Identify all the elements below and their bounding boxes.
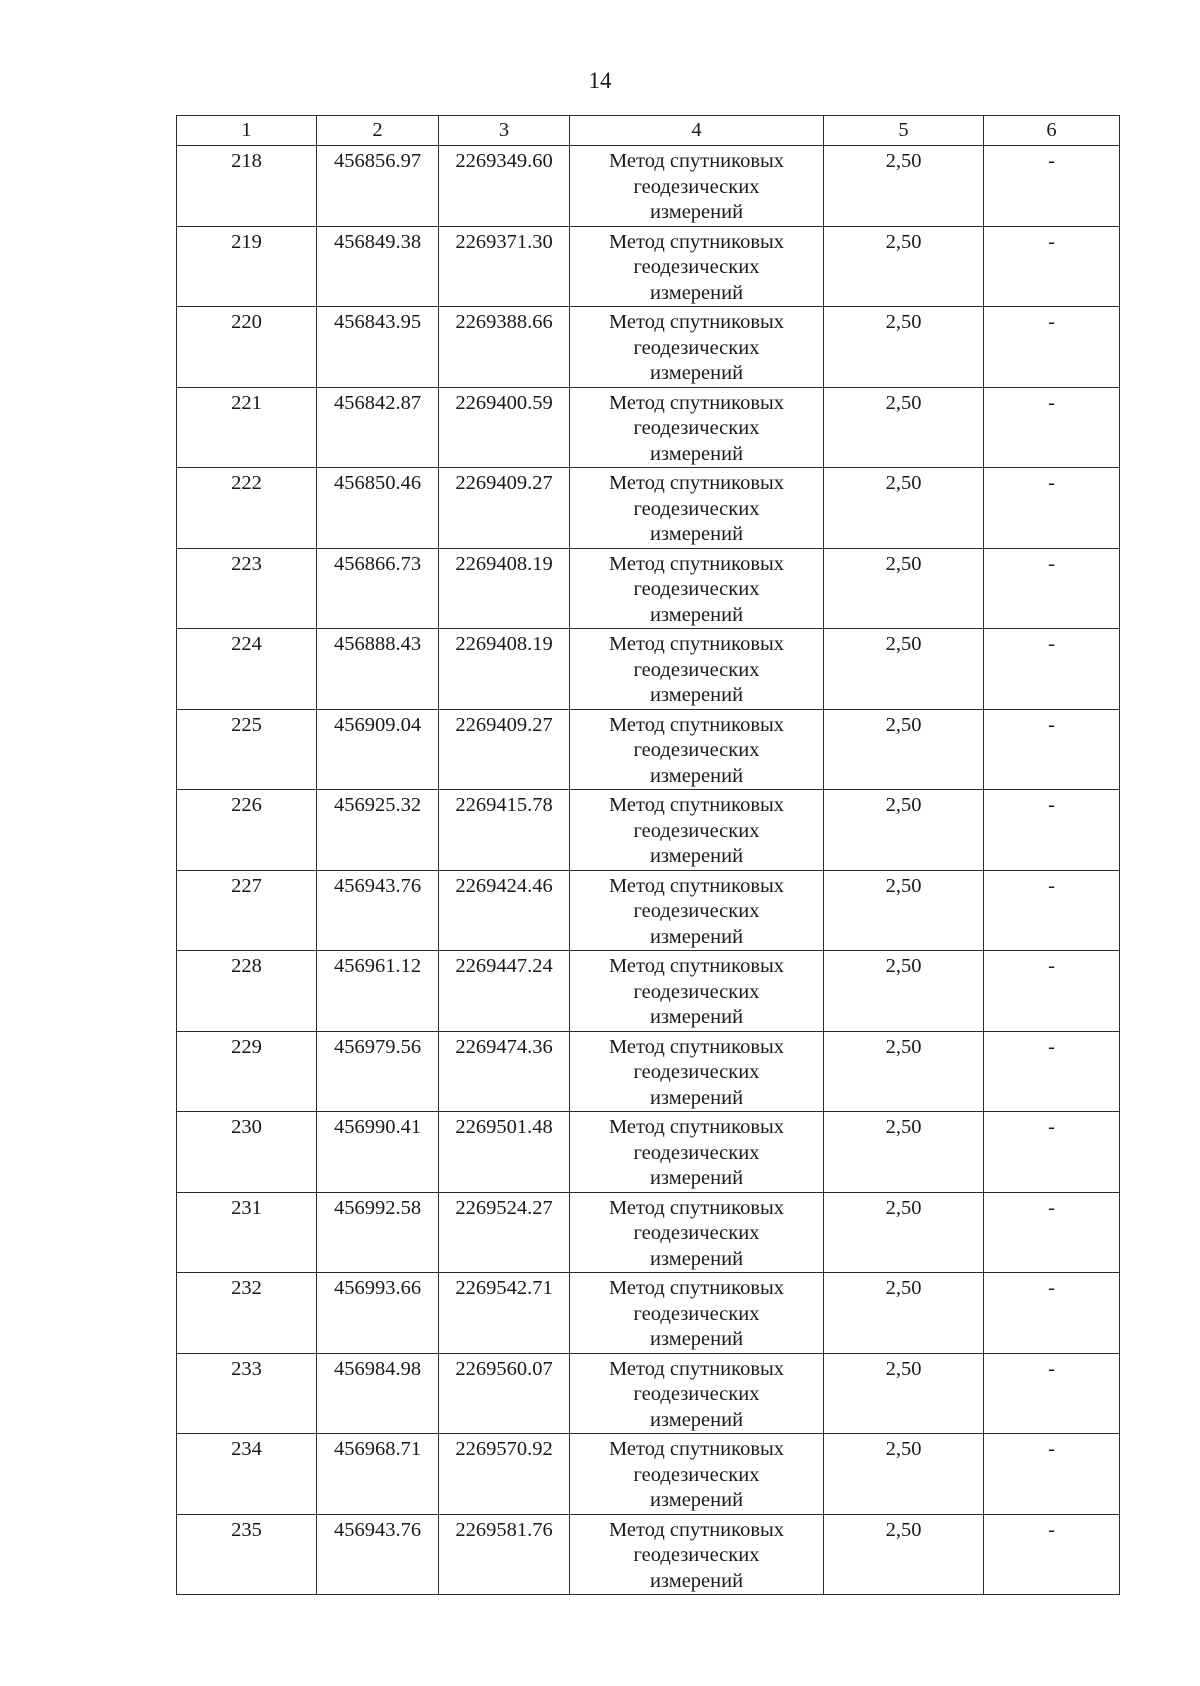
x-coordinate-cell: 456909.04 xyxy=(317,709,439,790)
method-cell: Метод спутниковых геодезических измерений xyxy=(570,226,824,307)
y-coordinate-cell: 2269409.27 xyxy=(439,709,570,790)
y-coordinate-cell: 2269408.19 xyxy=(439,548,570,629)
note-cell: - xyxy=(984,709,1120,790)
accuracy-cell: 2,50 xyxy=(824,709,984,790)
table-row xyxy=(177,146,1120,227)
method-cell: Метод спутниковых геодезических измерений xyxy=(570,468,824,549)
y-coordinate-cell: 2269581.76 xyxy=(439,1514,570,1595)
column-header: 5 xyxy=(824,116,984,146)
method-cell: Метод спутниковых геодезических измерений xyxy=(570,709,824,790)
x-coordinate-cell: 456842.87 xyxy=(317,387,439,468)
column-header: 6 xyxy=(984,116,1120,146)
accuracy-cell: 2,50 xyxy=(824,1273,984,1354)
x-coordinate-cell: 456856.97 xyxy=(317,146,439,227)
accuracy-cell: 2,50 xyxy=(824,1434,984,1515)
accuracy-cell: 2,50 xyxy=(824,1514,984,1595)
note-cell: - xyxy=(984,1192,1120,1273)
table-row xyxy=(177,387,1120,468)
method-cell: Метод спутниковых геодезических измерений xyxy=(570,1273,824,1354)
y-coordinate-cell: 2269474.36 xyxy=(439,1031,570,1112)
x-coordinate-cell: 456979.56 xyxy=(317,1031,439,1112)
accuracy-cell: 2,50 xyxy=(824,629,984,710)
y-coordinate-cell: 2269542.71 xyxy=(439,1273,570,1354)
y-coordinate-cell: 2269415.78 xyxy=(439,790,570,871)
method-cell: Метод спутниковых геодезических измерений xyxy=(570,629,824,710)
note-cell: - xyxy=(984,1031,1120,1112)
x-coordinate-cell: 456990.41 xyxy=(317,1112,439,1193)
point-number-cell: 232 xyxy=(177,1273,317,1354)
table-row xyxy=(177,1112,1120,1193)
accuracy-cell: 2,50 xyxy=(824,468,984,549)
y-coordinate-cell: 2269349.60 xyxy=(439,146,570,227)
method-cell: Метод спутниковых геодезических измерений xyxy=(570,548,824,629)
note-cell: - xyxy=(984,790,1120,871)
point-number-cell: 235 xyxy=(177,1514,317,1595)
table-row xyxy=(177,307,1120,388)
x-coordinate-cell: 456943.76 xyxy=(317,870,439,951)
table-row xyxy=(177,1031,1120,1112)
accuracy-cell: 2,50 xyxy=(824,307,984,388)
accuracy-cell: 2,50 xyxy=(824,1031,984,1112)
y-coordinate-cell: 2269408.19 xyxy=(439,629,570,710)
page-number: 14 xyxy=(588,68,612,93)
method-cell: Метод спутниковых геодезических измерений xyxy=(570,1112,824,1193)
y-coordinate-cell: 2269570.92 xyxy=(439,1434,570,1515)
note-cell: - xyxy=(984,1112,1120,1193)
point-number-cell: 219 xyxy=(177,226,317,307)
note-cell: - xyxy=(984,226,1120,307)
x-coordinate-cell: 456992.58 xyxy=(317,1192,439,1273)
y-coordinate-cell: 2269424.46 xyxy=(439,870,570,951)
x-coordinate-cell: 456968.71 xyxy=(317,1434,439,1515)
x-coordinate-cell: 456866.73 xyxy=(317,548,439,629)
note-cell: - xyxy=(984,1434,1120,1515)
table-row xyxy=(177,1514,1120,1595)
point-number-cell: 218 xyxy=(177,146,317,227)
point-number-cell: 221 xyxy=(177,387,317,468)
table-row xyxy=(177,951,1120,1032)
x-coordinate-cell: 456984.98 xyxy=(317,1353,439,1434)
x-coordinate-cell: 456961.12 xyxy=(317,951,439,1032)
table-row xyxy=(177,226,1120,307)
x-coordinate-cell: 456849.38 xyxy=(317,226,439,307)
point-number-cell: 225 xyxy=(177,709,317,790)
note-cell: - xyxy=(984,1273,1120,1354)
point-number-cell: 230 xyxy=(177,1112,317,1193)
x-coordinate-cell: 456888.43 xyxy=(317,629,439,710)
note-cell: - xyxy=(984,1353,1120,1434)
method-cell: Метод спутниковых геодезических измерений xyxy=(570,387,824,468)
point-number-cell: 229 xyxy=(177,1031,317,1112)
method-cell: Метод спутниковых геодезических измерений xyxy=(570,1514,824,1595)
accuracy-cell: 2,50 xyxy=(824,548,984,629)
method-cell: Метод спутниковых геодезических измерений xyxy=(570,870,824,951)
y-coordinate-cell: 2269388.66 xyxy=(439,307,570,388)
note-cell: - xyxy=(984,629,1120,710)
x-coordinate-cell: 456843.95 xyxy=(317,307,439,388)
table-row xyxy=(177,1353,1120,1434)
accuracy-cell: 2,50 xyxy=(824,1112,984,1193)
accuracy-cell: 2,50 xyxy=(824,790,984,871)
note-cell: - xyxy=(984,387,1120,468)
point-number-cell: 222 xyxy=(177,468,317,549)
method-cell: Метод спутниковых геодезических измерений xyxy=(570,790,824,871)
table-row xyxy=(177,790,1120,871)
table-header-row xyxy=(177,116,1120,146)
method-cell: Метод спутниковых геодезических измерений xyxy=(570,307,824,388)
accuracy-cell: 2,50 xyxy=(824,870,984,951)
y-coordinate-cell: 2269560.07 xyxy=(439,1353,570,1434)
x-coordinate-cell: 456850.46 xyxy=(317,468,439,549)
accuracy-cell: 2,50 xyxy=(824,1192,984,1273)
note-cell: - xyxy=(984,468,1120,549)
x-coordinate-cell: 456943.76 xyxy=(317,1514,439,1595)
table-row xyxy=(177,1434,1120,1515)
point-number-cell: 231 xyxy=(177,1192,317,1273)
accuracy-cell: 2,50 xyxy=(824,1353,984,1434)
table-row xyxy=(177,548,1120,629)
table-row xyxy=(177,629,1120,710)
point-number-cell: 227 xyxy=(177,870,317,951)
note-cell: - xyxy=(984,307,1120,388)
table-row xyxy=(177,1273,1120,1354)
point-number-cell: 226 xyxy=(177,790,317,871)
table-row xyxy=(177,870,1120,951)
method-cell: Метод спутниковых геодезических измерений xyxy=(570,1353,824,1434)
note-cell: - xyxy=(984,870,1120,951)
accuracy-cell: 2,50 xyxy=(824,146,984,227)
y-coordinate-cell: 2269524.27 xyxy=(439,1192,570,1273)
accuracy-cell: 2,50 xyxy=(824,387,984,468)
note-cell: - xyxy=(984,1514,1120,1595)
column-header: 4 xyxy=(570,116,824,146)
point-number-cell: 233 xyxy=(177,1353,317,1434)
column-header: 3 xyxy=(439,116,570,146)
y-coordinate-cell: 2269447.24 xyxy=(439,951,570,1032)
note-cell: - xyxy=(984,951,1120,1032)
x-coordinate-cell: 456925.32 xyxy=(317,790,439,871)
table-row xyxy=(177,468,1120,549)
accuracy-cell: 2,50 xyxy=(824,951,984,1032)
method-cell: Метод спутниковых геодезических измерений xyxy=(570,1192,824,1273)
point-number-cell: 224 xyxy=(177,629,317,710)
table-row xyxy=(177,1192,1120,1273)
y-coordinate-cell: 2269501.48 xyxy=(439,1112,570,1193)
table-row xyxy=(177,709,1120,790)
point-number-cell: 220 xyxy=(177,307,317,388)
method-cell: Метод спутниковых геодезических измерений xyxy=(570,1434,824,1515)
method-cell: Метод спутниковых геодезических измерений xyxy=(570,1031,824,1112)
table-body xyxy=(177,146,1120,1595)
coordinates-table xyxy=(176,115,1120,1595)
point-number-cell: 234 xyxy=(177,1434,317,1515)
method-cell: Метод спутниковых геодезических измерений xyxy=(570,146,824,227)
point-number-cell: 228 xyxy=(177,951,317,1032)
note-cell: - xyxy=(984,548,1120,629)
point-number-cell: 223 xyxy=(177,548,317,629)
y-coordinate-cell: 2269371.30 xyxy=(439,226,570,307)
accuracy-cell: 2,50 xyxy=(824,226,984,307)
note-cell: - xyxy=(984,146,1120,227)
column-header: 2 xyxy=(317,116,439,146)
x-coordinate-cell: 456993.66 xyxy=(317,1273,439,1354)
column-header: 1 xyxy=(177,116,317,146)
method-cell: Метод спутниковых геодезических измерений xyxy=(570,951,824,1032)
y-coordinate-cell: 2269409.27 xyxy=(439,468,570,549)
y-coordinate-cell: 2269400.59 xyxy=(439,387,570,468)
